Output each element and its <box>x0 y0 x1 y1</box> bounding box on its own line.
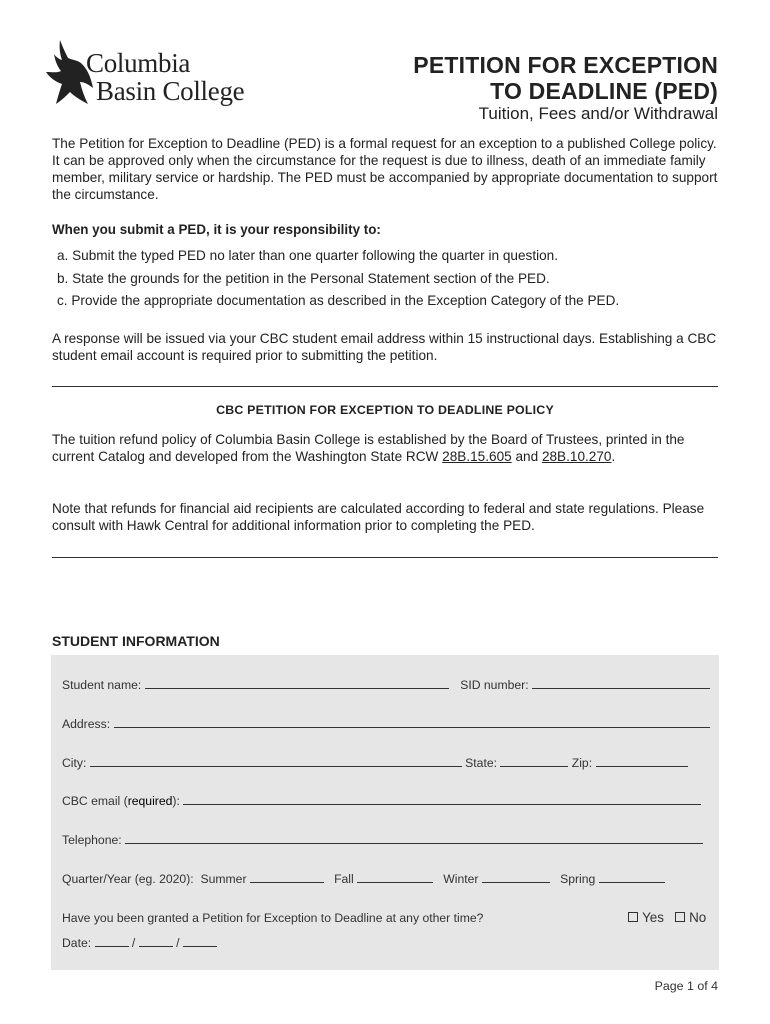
state-field[interactable] <box>500 756 568 767</box>
row-date <box>62 936 710 950</box>
rcw-link-28b10270[interactable]: 28B.10.270 <box>541 449 612 464</box>
summer-field[interactable] <box>250 872 324 883</box>
fall-field[interactable] <box>357 872 433 883</box>
policy-p1-text: The tuition refund policy of Columbia Basin College is established by the Board of Trustees, printed in the current Catalog and developed from the Washington State RCW <box>52 432 685 464</box>
policy-p1-and: and <box>511 449 542 464</box>
row-name-sid <box>62 678 710 692</box>
row-email <box>62 794 710 808</box>
policy-paragraph-1 <box>52 431 722 465</box>
quarter-label: Quarter/Year (eg. 2020): <box>62 872 194 886</box>
date-separator: / <box>131 936 136 950</box>
no-checkbox[interactable] <box>675 912 685 922</box>
responsibility-item: c. Provide the appropriate documentation as described in the Exception Category of the PED. <box>57 293 620 308</box>
city-field[interactable] <box>90 756 462 767</box>
date-separator: / <box>176 936 180 950</box>
student-info-form <box>51 655 719 970</box>
divider-top <box>52 386 718 387</box>
address-label: Address: <box>62 717 111 731</box>
college-logo <box>44 38 274 110</box>
zip-label: Zip: <box>571 756 593 770</box>
sid-label: SID number: <box>460 678 529 692</box>
prior-petition-question: Have you been granted a Petition for Exception to Deadline at any other time? <box>62 911 484 925</box>
email-label: CBC email ( <box>62 794 128 808</box>
date-label: Date: <box>62 936 92 950</box>
row-address <box>62 717 710 731</box>
student-info-heading: STUDENT INFORMATION <box>52 633 220 649</box>
date-month-field[interactable] <box>95 936 129 947</box>
yes-checkbox[interactable] <box>628 912 638 922</box>
title-line-1: PETITION FOR EXCEPTION <box>413 52 718 78</box>
email-field[interactable] <box>183 794 701 805</box>
rcw-link-28b15605[interactable]: 28B.15.605 <box>442 449 512 464</box>
responsibility-item: a. Submit the typed PED no later than one quarter following the quarter in question. <box>57 248 559 263</box>
winter-label: Winter <box>443 872 479 886</box>
intro-paragraph: The Petition for Exception to Deadline (PED) is a formal request for an exception to a published College policy. It can be approved only when the circumstance for the request is due to illness, death of an immediate family member, military service or hardship. The PED must be accompanied by appropriate documentation to support the circumstance. <box>52 136 718 202</box>
spring-field[interactable] <box>599 872 665 883</box>
policy-heading: CBC PETITION FOR EXCEPTION TO DEADLINE POLICY <box>216 403 554 417</box>
email-label-end: ): <box>172 794 180 808</box>
no-label: No <box>689 910 707 925</box>
winter-field[interactable] <box>482 872 550 883</box>
response-note: A response will be issued via your CBC student email address within 15 instructional days. Establishing a CBC student email account is required prior to submitting the petition. <box>52 331 717 363</box>
sid-field[interactable] <box>532 678 710 689</box>
summer-label: Summer <box>200 872 247 886</box>
fall-label: Fall <box>334 872 354 886</box>
title-line-2: TO DEADLINE (PED) <box>490 78 718 104</box>
row-telephone <box>62 833 710 847</box>
state-label: State: <box>465 756 497 770</box>
row-quarter <box>62 872 710 886</box>
row-city-state-zip <box>62 756 710 770</box>
divider-bottom <box>52 557 718 558</box>
logo-text-basin-college: Basin College <box>96 76 245 106</box>
telephone-label: Telephone: <box>62 833 122 847</box>
date-year-field[interactable] <box>183 936 217 947</box>
page-title <box>413 52 718 104</box>
policy-p1-end: . <box>611 449 616 464</box>
policy-paragraph-2: Note that refunds for financial aid recipients are calculated according to federal and state regulations. Please consult with Hawk Central for additional information prior to completing the PED. <box>52 501 705 533</box>
spring-label: Spring <box>560 872 596 886</box>
responsibility-item: b. State the grounds for the petition in the Personal Statement section of the PED. <box>57 270 550 286</box>
date-day-field[interactable] <box>139 936 173 947</box>
city-label: City: <box>62 756 87 770</box>
email-required-marker: required <box>127 794 173 808</box>
responsibility-list <box>57 245 727 313</box>
page-subtitle: Tuition, Fees and/or Withdrawal <box>478 104 718 123</box>
yes-label: Yes <box>642 910 664 925</box>
row-prior-petition <box>62 911 710 925</box>
student-name-field[interactable] <box>145 678 449 689</box>
student-name-label: Student name: <box>62 678 142 692</box>
responsibility-heading: When you submit a PED, it is your responsibility to: <box>52 222 381 237</box>
telephone-field[interactable] <box>125 833 703 844</box>
logo-text-columbia: Columbia <box>86 48 191 78</box>
page-number: Page 1 of 4 <box>654 979 718 993</box>
address-field[interactable] <box>114 717 710 728</box>
zip-field[interactable] <box>596 756 688 767</box>
